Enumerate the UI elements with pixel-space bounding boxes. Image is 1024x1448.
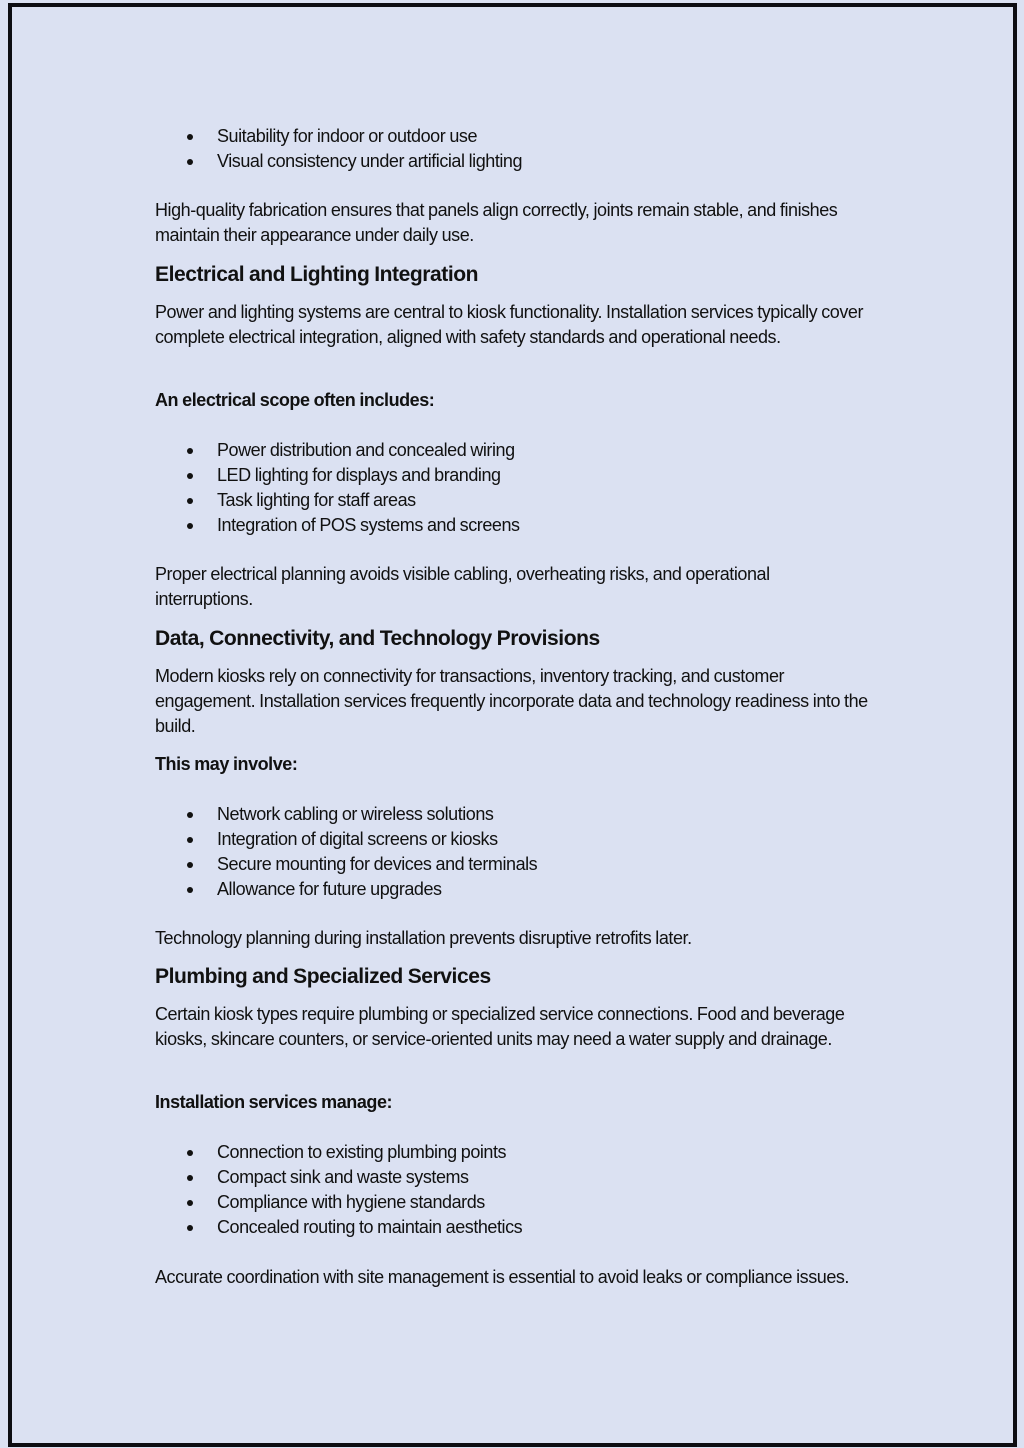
bullet-icon xyxy=(187,862,193,868)
bullet-icon xyxy=(187,887,193,893)
list-top xyxy=(155,124,522,174)
bullet-icon xyxy=(187,812,193,818)
bullet-icon xyxy=(187,159,193,165)
paragraph-electrical-closing: Proper electrical planning avoids visible cabling, overheating risks, and operational interruptions. xyxy=(155,564,770,609)
list-item: Connection to existing plumbing points xyxy=(155,1140,522,1165)
paragraph-fabrication: High-quality fabrication ensures that panels align correctly, joints remain stable, and finishes maintain their appearance under daily use. xyxy=(155,200,838,245)
list-item: LED lighting for displays and branding xyxy=(155,463,520,488)
bullet-icon xyxy=(187,448,193,454)
list-heading-data: This may involve: xyxy=(155,754,298,774)
bullet-icon xyxy=(187,523,193,529)
heading-electrical: Electrical and Lighting Integration xyxy=(155,263,479,286)
list-item: Allowance for future upgrades xyxy=(155,877,537,902)
list-item: Concealed routing to maintain aesthetics xyxy=(155,1215,522,1240)
heading-plumbing: Plumbing and Specialized Services xyxy=(155,965,491,988)
list-item: Task lighting for staff areas xyxy=(155,488,520,513)
paragraph-data-intro: Modern kiosks rely on connectivity for transactions, inventory tracking, and customer engagement. Installation services frequently incorporate data and technology readiness into the build. xyxy=(155,666,868,736)
bullet-icon xyxy=(187,473,193,479)
heading-data: Data, Connectivity, and Technology Provisions xyxy=(155,627,600,650)
list-item: Integration of digital screens or kiosks xyxy=(155,827,537,852)
list-item: Network cabling or wireless solutions xyxy=(155,802,537,827)
list-item: Compact sink and waste systems xyxy=(155,1165,522,1190)
list-item: Secure mounting for devices and terminals xyxy=(155,852,537,877)
bullet-icon xyxy=(187,837,193,843)
paragraph-plumbing-closing: Accurate coordination with site management is essential to avoid leaks or compliance issues. xyxy=(155,1267,849,1287)
list-electrical xyxy=(155,438,520,538)
bullet-icon xyxy=(187,134,193,140)
paragraph-data-closing: Technology planning during installation prevents disruptive retrofits later. xyxy=(155,928,692,948)
list-item: Integration of POS systems and screens xyxy=(155,513,520,538)
bullet-icon xyxy=(187,498,193,504)
paragraph-plumbing-intro: Certain kiosk types require plumbing or specialized service connections. Food and beverage kiosks, skincare counters, or service-oriented units may need a water supply and drainage. xyxy=(155,1004,845,1049)
list-item: Power distribution and concealed wiring xyxy=(155,438,520,463)
paragraph-electrical-intro: Power and lighting systems are central to kiosk functionality. Installation services typically cover complete electrical integration, aligned with safety standards and operational needs. xyxy=(155,302,863,347)
list-plumbing xyxy=(155,1140,522,1240)
list-data xyxy=(155,802,537,902)
bullet-icon xyxy=(187,1200,193,1206)
bullet-icon xyxy=(187,1225,193,1231)
bullet-icon xyxy=(187,1175,193,1181)
bullet-icon xyxy=(187,1150,193,1156)
list-heading-electrical: An electrical scope often includes: xyxy=(155,390,435,410)
list-item: Suitability for indoor or outdoor use xyxy=(155,124,522,149)
list-heading-plumbing: Installation services manage: xyxy=(155,1092,393,1112)
list-item: Compliance with hygiene standards xyxy=(155,1190,522,1215)
list-item: Visual consistency under artificial lighting xyxy=(155,149,522,174)
